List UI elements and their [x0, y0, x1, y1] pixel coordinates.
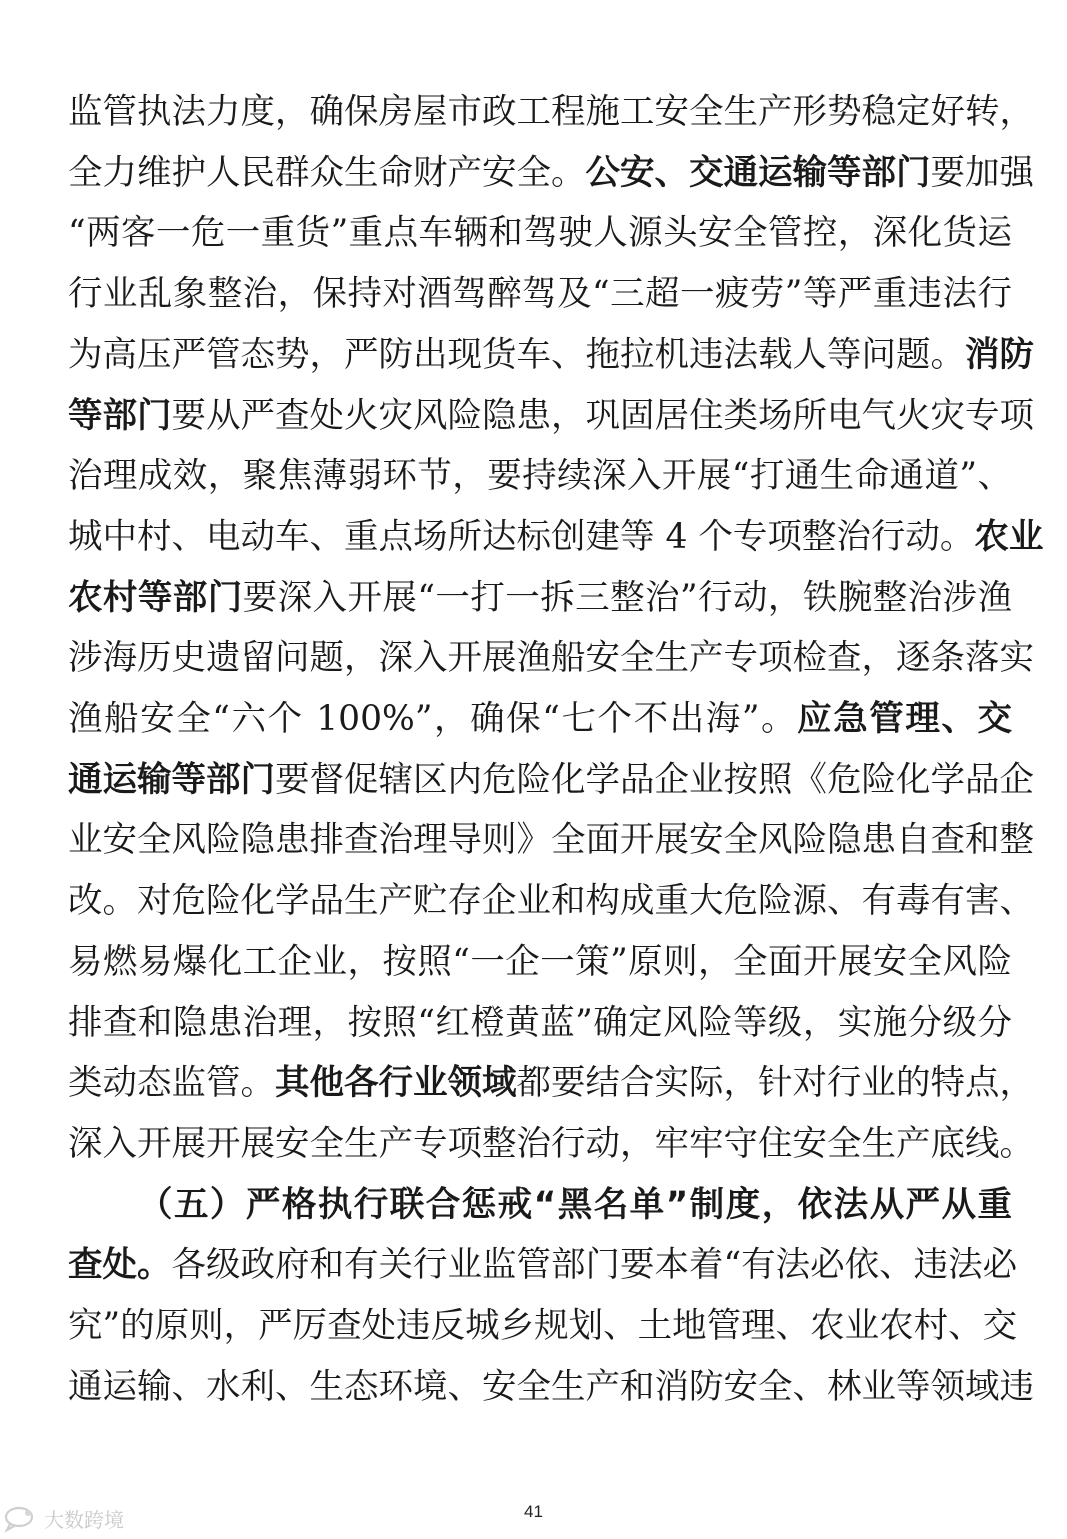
- text-segment: 治理成效，聚焦薄弱环节，要持续深入开展“打通生命通道”、: [68, 456, 1012, 496]
- text-line: [68, 209, 1012, 257]
- text-segment: 都要结合实际，针对行业的特点，: [516, 1063, 1034, 1103]
- text-segment: 监管执法力度，确保房屋市政工程施工安全生产形势稳定好转，: [68, 92, 1034, 132]
- text-line: [68, 695, 1012, 743]
- watermark-text: 大数跨境: [44, 1507, 124, 1532]
- speech-bubble-logo-icon: [4, 1505, 38, 1531]
- text-segment: 改。对危险化学品生产贮存企业和构成重大危险源、有毒有害、: [68, 881, 1034, 921]
- text-segment: 易燃易爆化工企业，按照“一企一策”原则，全面开展安全风险: [68, 942, 1012, 982]
- text-line: [68, 1059, 1034, 1107]
- bold-text-segment: 公安、交通运输等部门: [585, 153, 931, 193]
- text-segment: 究”的原则，严厉查处违反城乡规划、土地管理、农业农村、交: [68, 1306, 1018, 1346]
- text-line: [68, 1241, 1018, 1289]
- text-segment: 涉海历史遗留问题，深入开展渔船安全生产专项检查，逐条落实: [68, 638, 1034, 678]
- text-line: [68, 877, 1034, 925]
- text-segment: 行业乱象整治，保持对酒驾醉驾及“三超一疲劳”等严重违法行: [68, 274, 1012, 314]
- text-line: [68, 452, 1012, 500]
- text-segment: 渔船安全“六个 100%”，确保“七个不出海”。: [68, 699, 798, 739]
- bold-text-segment: 查处。: [68, 1245, 172, 1285]
- text-line: [68, 816, 1034, 864]
- text-line: [68, 938, 1012, 986]
- text-line: [138, 1181, 1012, 1229]
- text-line: [68, 513, 1044, 561]
- text-line: [68, 1363, 1034, 1411]
- bold-text-segment: 消防: [965, 335, 1034, 375]
- text-segment: 城中村、电动车、重点场所达标创建等 4 个专项整治行动。: [68, 517, 975, 557]
- bold-text-segment: 等部门: [68, 396, 172, 436]
- text-segment: 排查和隐患治理，按照“红橙黄蓝”确定风险等级，实施分级分: [68, 1003, 1012, 1043]
- text-segment: 要从严查处火灾风险隐患，巩固居住类场所电气火灾专项: [171, 396, 1034, 436]
- text-segment: 深入开展开展安全生产专项整治行动，牢牢守住安全生产底线。: [68, 1124, 1034, 1164]
- bold-text-segment: （五）严格执行联合惩戒“黑名单”制度，依法从严从重: [138, 1185, 1012, 1225]
- page-number: 41: [524, 1502, 543, 1521]
- watermark: [4, 1503, 124, 1533]
- text-segment: 通运输、水利、生态环境、安全生产和消防安全、林业等领域违: [68, 1367, 1034, 1407]
- text-segment: 要督促辖区内危险化学品企业按照《危险化学品企: [275, 760, 1034, 800]
- text-line: [68, 1302, 1018, 1350]
- text-segment: 要深入开展“一打一拆三整治”行动，铁腕整治涉渔: [242, 578, 1012, 618]
- text-line: [68, 88, 1034, 136]
- text-line: [68, 756, 1034, 804]
- text-line: [68, 574, 1012, 622]
- text-line: [68, 999, 1012, 1047]
- text-segment: 为高压严管态势，严防出现货车、拖拉机违法载人等问题。: [68, 335, 965, 375]
- text-segment: 要加强: [930, 153, 1034, 193]
- text-segment: 各级政府和有关行业监管部门要本着“有法必依、违法必: [171, 1245, 1018, 1285]
- bold-text-segment: 应急管理、交: [797, 699, 1012, 739]
- text-line: [68, 331, 1034, 379]
- text-line: [68, 634, 1034, 682]
- text-line: [68, 149, 1034, 197]
- text-line: [68, 392, 1034, 440]
- bold-text-segment: 通运输等部门: [68, 760, 275, 800]
- text-segment: 全力维护人民群众生命财产安全。: [68, 153, 586, 193]
- bold-text-segment: 农村等部门: [68, 578, 243, 618]
- text-segment: “两客一危一重货”重点车辆和驾驶人源头安全管控，深化货运: [68, 213, 1012, 253]
- bold-text-segment: 农业: [974, 517, 1044, 557]
- text-line: [68, 1120, 1034, 1168]
- bold-text-segment: 其他各行业领域: [275, 1063, 517, 1103]
- text-line: [68, 270, 1012, 318]
- text-segment: 业安全风险隐患排查治理导则》全面开展安全风险隐患自查和整: [68, 820, 1034, 860]
- text-segment: 类动态监管。: [68, 1063, 275, 1103]
